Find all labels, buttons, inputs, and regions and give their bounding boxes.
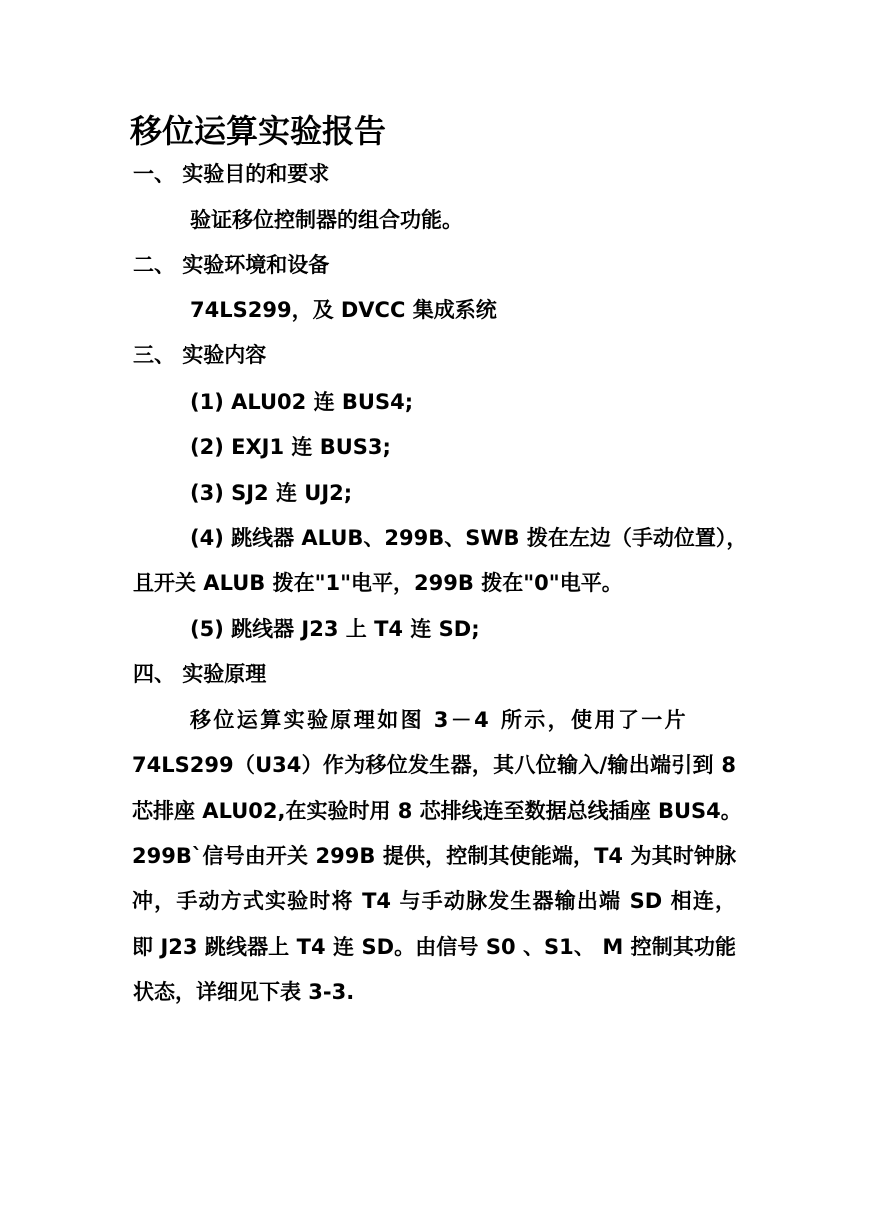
principle-line-4: 299B`信号由开关 299B 提供，控制其使能端，T4 为其时钟脉 [132,844,736,868]
section-1-text: 验证移位控制器的组合功能。 [190,208,463,232]
principle-line-5: 冲，手动方式实验时将 T4 与手动脉发生器输出端 SD 相连， [132,889,736,913]
principle-line-6: 即 J23 跳线器上 T4 连 SD。由信号 S0 、S1、 M 控制其功能 [132,935,736,959]
section-1-heading: 一、 实验目的和要求 [133,162,330,186]
content-item-2: (2) EXJ1 连 BUS3; [190,435,391,459]
content-item-3: (3) SJ2 连 UJ2; [190,481,353,505]
document-title: 移位运算实验报告 [130,112,387,150]
principle-line-3: 芯排座 ALU02,在实验时用 8 芯排线连至数据总线插座 BUS4。 [132,799,742,823]
section-3-heading: 三、 实验内容 [133,343,267,367]
principle-line-1: 移位运算实验原理如图 3－4 所示，使用了一片 [190,708,689,732]
content-item-1: (1) ALU02 连 BUS4; [190,390,414,414]
section-4-heading: 四、 实验原理 [133,662,267,686]
section-2-text: 74LS299，及 DVCC 集成系统 [190,298,497,322]
content-item-4: (4) 跳线器 ALUB、299B、SWB 拨在左边（手动位置）， [190,526,748,550]
principle-line-2: 74LS299（U34）作为移位发生器，其八位输入/输出端引到 8 [132,753,736,777]
principle-line-7: 状态，详细见下表 3-3. [133,980,355,1004]
content-item-5: (5) 跳线器 J23 上 T4 连 SD; [190,617,480,641]
content-item-4-continuation: 且开关 ALUB 拨在"1"电平，299B 拨在"0"电平。 [133,571,623,595]
section-2-heading: 二、 实验环境和设备 [133,253,330,277]
